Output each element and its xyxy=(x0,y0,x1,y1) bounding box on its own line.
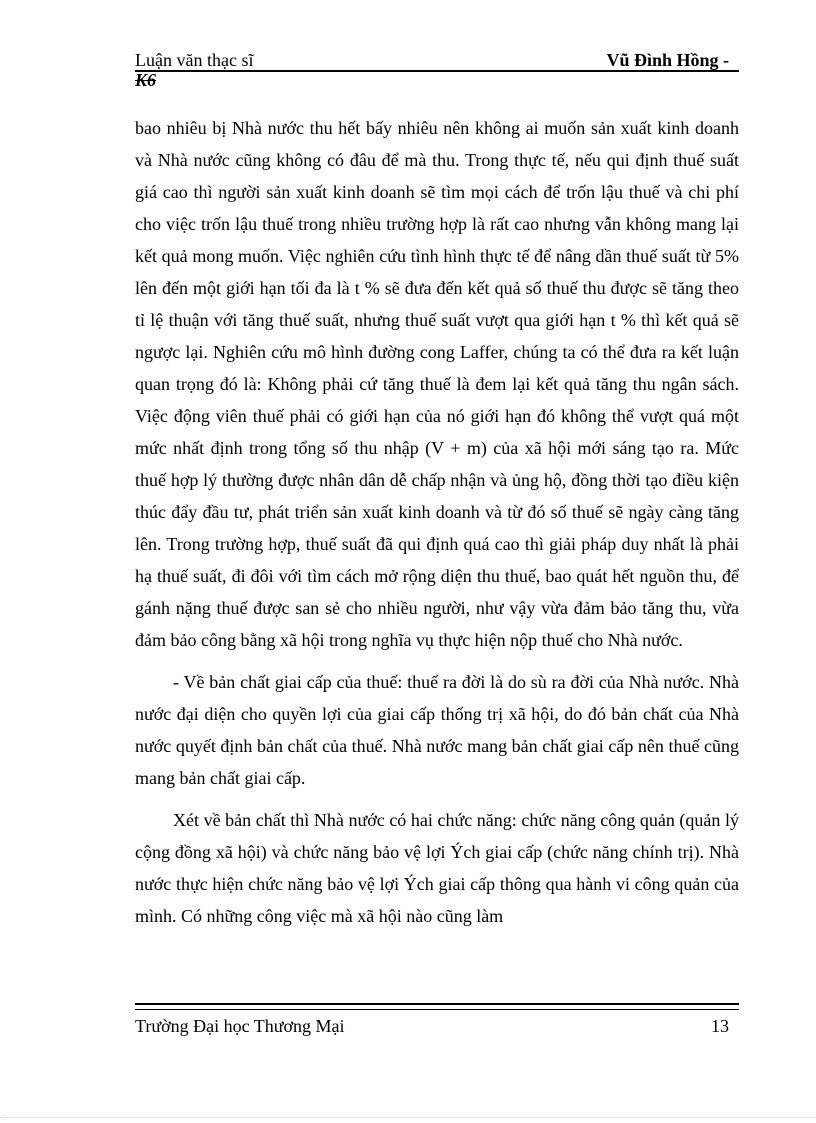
paragraph-state-functions: Xét về bản chất thì Nhà nước có hai chức năng: chức năng công quản (quản lý cộng đồng xã hội) và chức năng bảo vệ lợi Ých giai cấp (chức năng chính trị). Nhà nước thực hiện chức năng bảo vệ lợi Ých giai cấp thông qua hành vi công quản của mình. Có những công việc mà xã hội nào cũng làm xyxy=(135,810,739,926)
paragraph-laffer: bao nhiêu bị Nhà nước thu hết bấy nhiêu nên không ai muốn sản xuất kinh doanh và Nhà nước cũng không có đâu để mà thu. Trong thực tế, nếu qui định thuế suất giá cao thì người sản xuất kinh doanh sẽ tìm mọi cách để trốn lậu thuế và chi phí cho việc trốn lậu thuế trong nhiều trường hợp là rất cao nhưng vẫn không mang lại kết quả mong muốn. Việc nghiên cứu tình hình thực tế để nâng dần thuế suất từ 5% lên đến một giới hạn tối đa là t % sẽ đưa đến kết quả số thuế thu được sẽ tăng theo tỉ lệ thuận với tăng thuế suất, nhưng thuế suất vượt qua giới hạn t % thì kết quả sẽ ngược lại. Nghiên cứu mô hình đường cong Laffer, chúng ta có thể đưa ra kết luận quan trọng đó là: Không phải cứ tăng thuế là đem lại kết quả tăng thu ngân sách. Việc động viên thuế phải có giới hạn của nó giới hạn đó không thể vượt quá một mức nhất định trong tổng số thu nhập (V + m) của xã hội mới sáng tạo ra. Mức thuế hợp lý thường được nhân dân dễ chấp nhận và ủng hộ, đồng thời tạo điều kiện thúc đẩy đầu tư, phát triển sản xuất kinh doanh và từ đó số thuế sẽ ngày càng tăng lên. Trong trường hợp, thuế suất đã qui định quá cao thì giải pháp duy nhất là phải hạ thuế suất, đi đôi với tìm cách mở rộng diện thu thuế, bao quát hết nguồn thu, để gánh nặng thuế được san sẻ cho nhiều người, như vậy vừa đảm bảo tăng thu, vừa đảm bảo công bằng xã hội trong nghĩa vụ thực hiện nộp thuế cho Nhà nước. xyxy=(135,118,739,650)
document-body xyxy=(135,112,739,932)
header-author: Vũ Đình Hồng - xyxy=(606,50,729,70)
header-document-type: Luận văn thạc sĩ xyxy=(135,50,254,70)
footer-rule xyxy=(135,1003,739,1010)
header-rule xyxy=(135,70,739,74)
page-edge-divider xyxy=(0,1117,816,1118)
header-author-class: K6 xyxy=(135,70,157,90)
footer-school-name: Trường Đại học Thương Mại xyxy=(135,1016,345,1036)
paragraph-class-nature: - Về bản chất giai cấp của thuế: thuế ra đời là do sù ra đời của Nhà nước. Nhà nước đại diện cho quyền lợi của giai cấp thống trị xã hội, do đó bản chất của Nhà nước quyết định bản chất của thuế. Nhà nước mang bản chất giai cấp nên thuế cũng mang bản chất giai cấp. xyxy=(135,672,739,788)
page-footer xyxy=(135,1016,739,1040)
page-number: 13 xyxy=(711,1016,729,1036)
